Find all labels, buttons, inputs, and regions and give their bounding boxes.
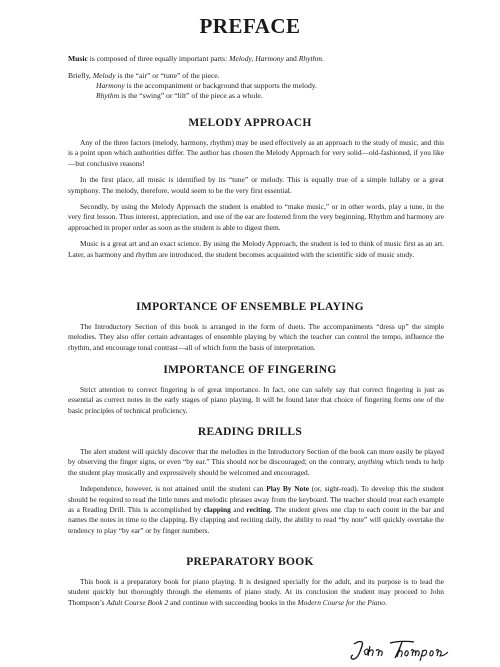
intro-rhythm: Rhythm — [298, 54, 322, 63]
intro-melody-def-term: Melody — [92, 71, 116, 80]
reading-body — [68, 447, 444, 542]
intro-briefly: Briefly, — [68, 71, 93, 80]
ensemble-body — [68, 322, 444, 359]
intro-line-2 — [68, 71, 438, 81]
preparatory-p1 — [68, 577, 444, 608]
reading-p2-play-by-note: Play By Note — [266, 484, 309, 494]
ensemble-p1: The Introductory Section of this book is arranged in the form of duets. The accompaniments “dress up” the simple melodies. They also offer certain advantages of ensemble playing by which the teacher can control the tempo, influence the rhythm, and encourage tonal contrast—all of which form the basis of interpretation. — [68, 322, 444, 352]
reading-p2-reciting: reciting — [246, 505, 271, 515]
intro-line-3 — [68, 81, 438, 91]
melody-approach-p3: Secondly, by using the Melody Approach the student is enabled to “make music,” or in other words, play a tune, in the very first lesson. Thus interest, appreciation, and use of the ear are fostered from the very beginning. Rhythm and harmony are approached in proper order as soon as the student is able to digest them. — [68, 202, 444, 232]
melody-approach-p4: Music is a great art and an exact science. By using the Melody Approach, the student is led to think of music first as an art. Later, as harmony and rhythm are introduced, the student becomes acquainted with the scientific side of music study. — [68, 239, 444, 259]
preparatory-body — [68, 577, 444, 614]
intro-melody-def: is the “air” or “tune” of the piece. — [115, 71, 220, 80]
intro-rhythm-def-term: Rhythm — [96, 91, 120, 100]
heading-melody-approach: MELODY APPROACH — [188, 117, 312, 129]
heading-reading-drills: READING DRILLS — [197, 426, 303, 438]
melody-approach-body — [68, 138, 444, 266]
fingering-body — [68, 385, 444, 422]
preparatory-adult-course: Adult Course Book 2 — [106, 597, 169, 607]
preparatory-modern-course: Modern Course for the Piano — [297, 597, 385, 607]
fingering-p1: Strict attention to correct fingering is of great importance. In fact, one can safely say that correct fingering is just as essential as correct notes in the early stages of piano playing. It will be found later that choice of fingering forms one of the basic principles of technical proficiency. — [68, 385, 444, 415]
intro-harmony-def-term: Harmony — [96, 81, 125, 90]
intro-and: and — [283, 54, 299, 63]
heading-fingering: IMPORTANCE OF FINGERING — [163, 364, 337, 376]
melody-approach-p1: Any of the three factors (melody, harmony, rhythm) may be used effectively as an approach to the study of music, and this is a point upon which authorities differ. The author has chosen the Melody Approach for very solid—old-fashioned, if you like—but conclusive reasons! — [68, 138, 444, 168]
heading-ensemble: IMPORTANCE OF ENSEMBLE PLAYING — [136, 301, 364, 313]
reading-p2-b: (or, sight-read). To develop this the student should be required to read the little tunes and melodic phrases away from the keyboard. The teacher should treat each example as a Reading Drill. This is accomplished by — [68, 484, 444, 515]
reading-p1-not: not — [248, 457, 258, 467]
page-title: PREFACE — [199, 14, 301, 38]
intro-rhythm-def: is the “swing” or “lilt” of the piece as a whole. — [119, 91, 263, 100]
reading-p1-anything: anything — [357, 457, 384, 467]
intro-line-4 — [68, 91, 438, 101]
preparatory-p1-b: and continue with succeeding books in the — [168, 597, 298, 607]
reading-p2-c: . The student gives one clap to each count in the bar and names the notes in time to the clapping. By clapping and reciting daily, the ability to read “by note” will quickly overtake the tendency to play “by ear” or by finger numbers. — [68, 505, 444, 535]
preparatory-p1-c: . — [384, 597, 387, 607]
intro-line-1-text: is composed of three equally important parts: — [87, 54, 230, 63]
reading-p2 — [68, 484, 444, 536]
reading-p1 — [68, 447, 444, 478]
melody-approach-p2: In the first place, all music is identified by its “tune” or melody. This is equally true of a simple lullaby or a great symphony. The melody, therefore, would seem to be the very first essential. — [68, 175, 444, 195]
intro-melody-harmony: Melody, Harmony — [229, 54, 284, 63]
reading-p1-b: be discouraged; on the contrary, — [257, 457, 358, 467]
preparatory-p1-a: This book is a preparatory book for piano playing. It is designed specially for the adult, and its purpose is to lead the student quickly but thoroughly through the elements of piano study. At its conclusion the student may proceed to John Thompson’s — [68, 577, 444, 607]
signature — [350, 638, 450, 662]
reading-p2-and: and — [230, 505, 247, 515]
reading-p1-a: The alert student will quickly discover that the melodies in the Introductory Section of the book can more easily be played by observing the finger signs, or even “by ear.” This should — [68, 447, 444, 467]
intro-line-1 — [68, 54, 438, 64]
intro-music-word: Music — [68, 54, 88, 63]
reading-p2-clapping: clapping — [203, 505, 231, 515]
reading-p2-a: Independence, however, is not attained until the student can — [80, 484, 267, 494]
heading-preparatory-book: PREPARATORY BOOK — [186, 556, 314, 568]
intro-period: . — [321, 54, 324, 63]
intro-harmony-def: is the accompaniment or background that supports the melody. — [124, 81, 317, 90]
reading-p1-c: which tends to help the student play musically and expressively should be welcomed and encouraged. — [68, 457, 444, 477]
intro-block — [68, 54, 438, 101]
